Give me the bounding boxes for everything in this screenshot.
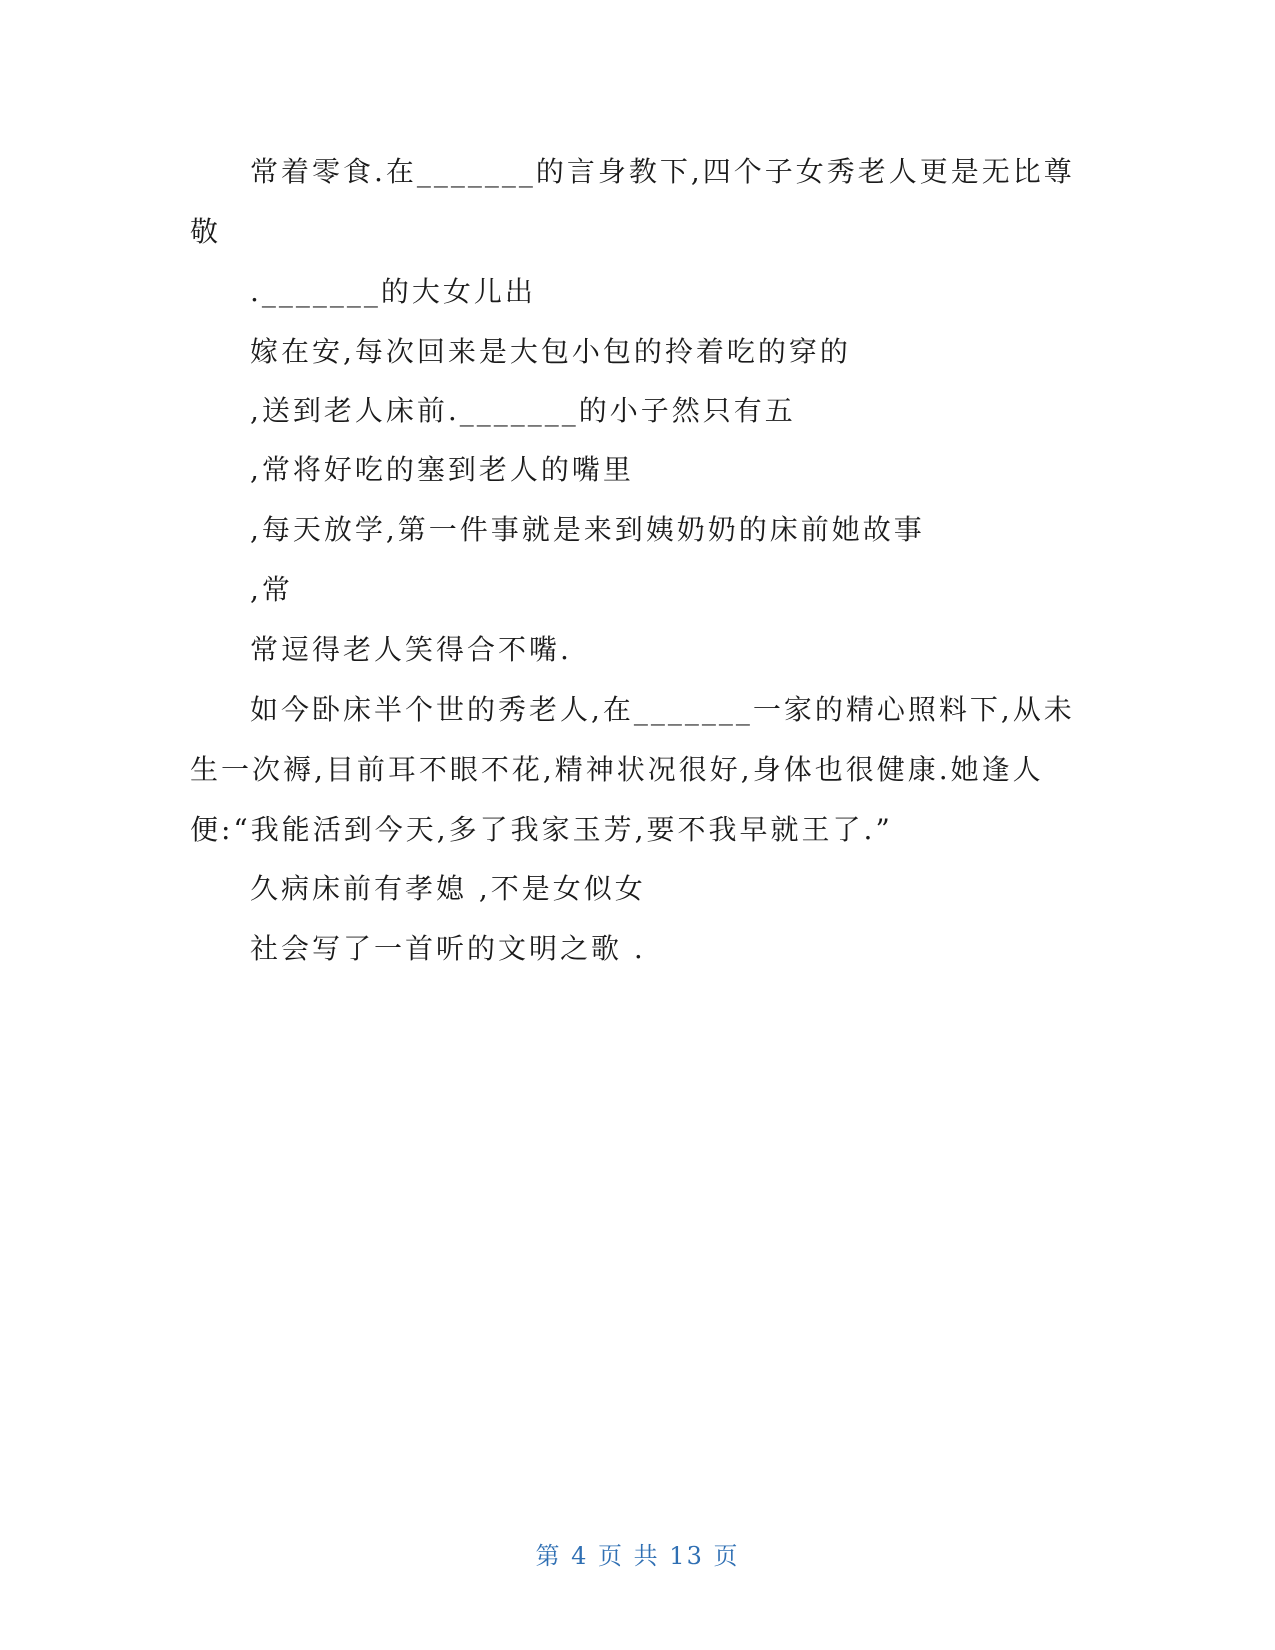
text-line: 敬 [190, 215, 222, 248]
text-line: 常逗得老人笑得合不嘴. [250, 633, 572, 666]
text-line: 便:“我能活到今天,多了我家玉芳,要不我早就王了.” [190, 813, 893, 846]
text-line: ,常 [250, 573, 293, 606]
text-line: 社会写了一首听的文明之歌 . [250, 932, 646, 965]
text-line: 久病床前有孝媳 ,不是女似女 [250, 872, 646, 905]
text-line: ,每天放学,第一件事就是来到姨奶奶的床前她故事 [250, 513, 925, 546]
text-line: ,常将好吃的塞到老人的嘴里 [250, 453, 634, 486]
text-line: 常着零食.在_______的言身教下,四个子女秀老人更是无比尊 [250, 155, 1075, 188]
text-line: 如今卧床半个世的秀老人,在_______一家的精心照料下,从未 [250, 693, 1075, 726]
text-line: 生一次褥,目前耳不眼不花,精神状况很好,身体也很健康.她逢人 [190, 753, 1044, 786]
text-line: 嫁在安,每次回来是大包小包的拎着吃的穿的 [250, 335, 851, 368]
page-number-footer: 第 4 页 共 13 页 [535, 1542, 740, 1570]
text-line: ,送到老人床前._______的小子然只有五 [250, 394, 796, 427]
text-line: ._______的大女儿出 [250, 275, 536, 308]
